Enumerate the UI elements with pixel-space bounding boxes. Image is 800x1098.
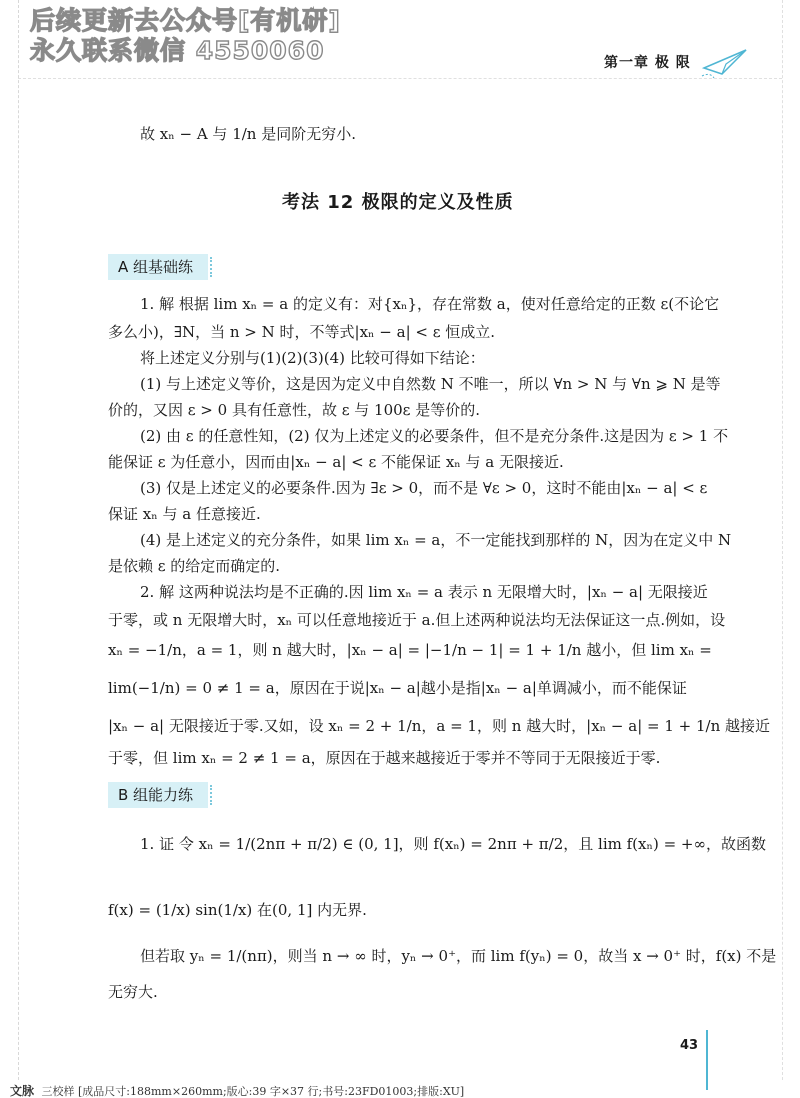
group-a-line: (2) 由 ε 的任意性知，(2) 仅为上述定义的必要条件，但不是充分条件.这是因为 ε > 1 不 bbox=[140, 427, 729, 445]
print-footer bbox=[10, 1082, 464, 1098]
chapter-header: 第一章 极 限 bbox=[604, 55, 691, 71]
watermark-line-2: 永久联系微信 4550060 bbox=[30, 36, 325, 65]
section-title: 考法 12 极限的定义及性质 bbox=[282, 192, 514, 213]
group-b-line: f(x) = (1/x) sin(1/x) 在(0, 1] 内无界. bbox=[108, 901, 367, 919]
watermark-line-1: 后续更新去公众号[有机研] bbox=[30, 6, 341, 35]
group-a-line: |xₙ − a| 无限接近于零.又如，设 xₙ = 2 + 1/n，a = 1，则 n 越大时，|xₙ − a| = 1 + 1/n 越接近 bbox=[108, 717, 771, 735]
page-frame-left bbox=[18, 0, 19, 1080]
group-a-line: xₙ = −1/n，a = 1，则 n 越大时，|xₙ − a| = |−1/n − 1| = 1 + 1/n 越小，但 lim xₙ = bbox=[108, 641, 712, 659]
group-a-line: (3) 仅是上述定义的必要条件.因为 ∃ε > 0，而不是 ∀ε > 0，这时不能由|xₙ − a| < ε bbox=[140, 479, 708, 497]
group-b-label: B 组能力练 bbox=[108, 782, 208, 808]
group-a-line: 多么小)，∃N，当 n > N 时，不等式|xₙ − a| < ε 恒成立. bbox=[108, 323, 496, 341]
group-b-line: 无穷大. bbox=[108, 983, 158, 1001]
page-accent-bar bbox=[706, 1030, 708, 1090]
page-frame-right bbox=[782, 0, 783, 1080]
page-frame-top bbox=[18, 78, 782, 79]
group-a-line: (1) 与上述定义等价，这是因为定义中自然数 N 不唯一，所以 ∀n > N 与 ∀n ⩾ N 是等 bbox=[140, 375, 721, 393]
paper-plane-icon bbox=[700, 46, 750, 82]
group-a-line: 于零，但 lim xₙ = 2 ≠ 1 = a，原因在于越来越接近于零并不等同于无限接近于零. bbox=[108, 749, 661, 767]
group-a-line: 价的，又因 ε > 0 具有任意性，故 ε 与 100ε 是等价的. bbox=[108, 401, 480, 419]
footer-info: 三校样 [成品尺寸:188mm×260mm;版心:39 字×37 行;书号:23FD01003;排版:XU] bbox=[41, 1085, 465, 1098]
group-a-line: 是依赖 ε 的给定而确定的. bbox=[108, 557, 281, 575]
footer-brand: 文脉 bbox=[10, 1084, 35, 1098]
group-b-line: 1. 证 令 xₙ = 1/(2nπ + π/2) ∈ (0, 1]，则 f(xₙ) = 2nπ + π/2，且 lim f(xₙ) = +∞，故函数 bbox=[140, 835, 766, 853]
group-a-line: (4) 是上述定义的充分条件，如果 lim xₙ = a，不一定能找到那样的 N，因为在定义中 N bbox=[140, 531, 732, 549]
group-b-line: 但若取 yₙ = 1/(nπ)，则当 n → ∞ 时，yₙ → 0⁺，而 lim f(yₙ) = 0，故当 x → 0⁺ 时，f(x) 不是 bbox=[140, 947, 777, 965]
page-number: 43 bbox=[680, 1038, 699, 1053]
group-a-line: 能保证 ε 为任意小，因而由|xₙ − a| < ε 不能保证 xₙ 与 a 无限接近. bbox=[108, 453, 564, 471]
group-a-label: A 组基础练 bbox=[108, 254, 208, 280]
group-a-line: 保证 xₙ 与 a 任意接近. bbox=[108, 505, 261, 523]
group-a-line: 将上述定义分别与(1)(2)(3)(4) 比较可得如下结论： bbox=[140, 349, 485, 367]
group-a-line: 于零，或 n 无限增大时，xₙ 可以任意地接近于 a.但上述两种说法均无法保证这一点.例如，设 bbox=[108, 611, 726, 629]
group-a-line: 2. 解 这两种说法均是不正确的.因 lim xₙ = a 表示 n 无限增大时，|xₙ − a| 无限接近 bbox=[140, 583, 708, 601]
group-a-line: lim(−1/n) = 0 ≠ 1 = a，原因在于说|xₙ − a|越小是指|xₙ − a|单调减小，而不能保证 bbox=[108, 679, 687, 697]
intro-line: 故 xₙ − A 与 1/n 是同阶无穷小. bbox=[140, 125, 356, 143]
group-a-line: 1. 解 根据 lim xₙ = a 的定义有：对{xₙ}，存在常数 a，使对任意给定的正数 ε(不论它 bbox=[140, 295, 720, 313]
